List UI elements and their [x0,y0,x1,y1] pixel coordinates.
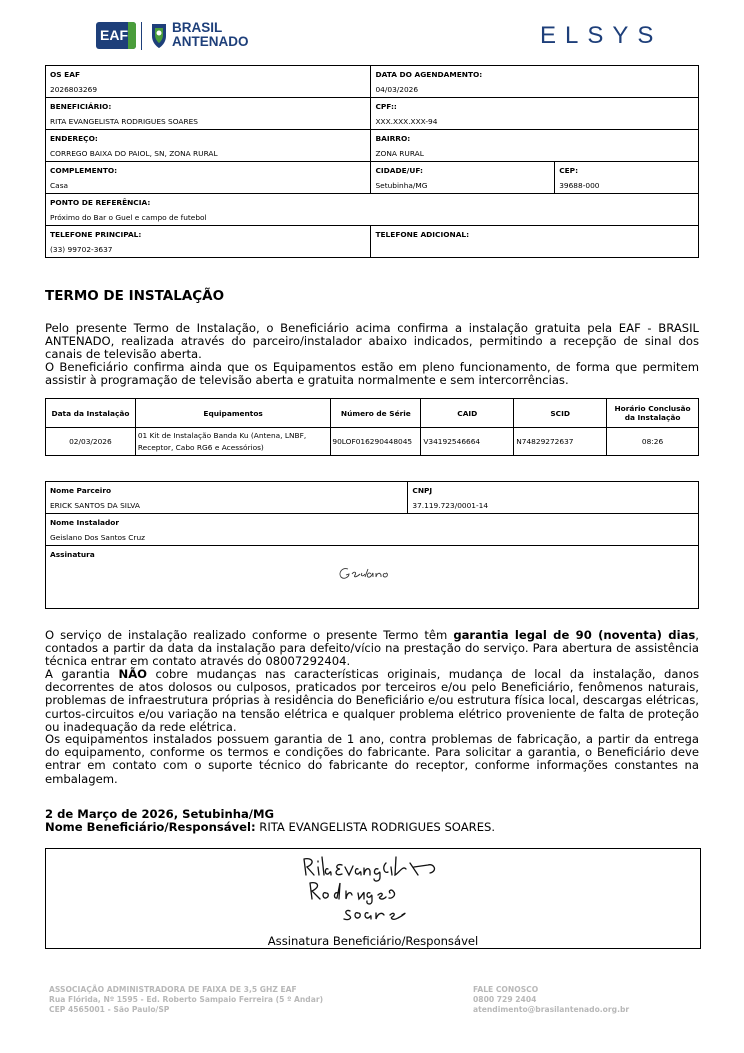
installer-value: Geislano Dos Santos Cruz [50,533,146,542]
address-value: CORREGO BAIXA DO PAIOL, SN, ZONA RURAL [50,149,218,158]
warranty-p2-bold: NÃO [118,667,148,681]
os-value: 2026803269 [50,85,98,94]
closing-name-line [45,821,495,834]
brasil-antenado-logo [148,21,258,51]
cep-label: CEP: [559,166,579,175]
eaf-logo-accent [128,22,136,49]
col-header-time: Horário Conclusão da Instalação [607,399,699,428]
warranty-p1-bold: garantia legal de 90 (noventa) dias [453,628,696,642]
col-header-scid: SCID [514,399,607,428]
reference-label: PONTO DE REFERÊNCIA: [50,198,151,207]
logo-divider [141,22,142,50]
os-cell [46,66,371,98]
phone-value: (33) 99702-3637 [50,245,113,254]
reference-cell [46,194,699,226]
footer-right [473,985,629,1015]
complement-cell [46,162,371,194]
footer-address: Rua Flórida, Nº 1595 - Ed. Roberto Sampaio Ferreira (5 º Andar) [49,995,324,1004]
date-cell [371,66,699,98]
os-label: OS EAF [50,70,80,79]
brasil-antenado-icon [148,22,170,50]
term-title: TERMO DE INSTALAÇÃO [45,288,225,304]
beneficiary-label: BENEFICIÁRIO: [50,102,112,111]
closing-name-label: Nome Beneficiário/Responsável: [45,820,256,834]
reference-value: Próximo do Bar o Guel e campo de futebol [50,213,207,222]
partner-cell [46,482,408,514]
partner-value: ERICK SANTOS DA SILVA [50,501,140,510]
city-cell [371,162,555,194]
table-row [46,428,699,456]
warranty-paragraph-2 [45,668,699,734]
cnpj-label: CNPJ [412,486,433,495]
cell-time: 08:26 [607,428,699,456]
phone-label: TELEFONE PRINCIPAL: [50,230,142,239]
closing-date-line: 2 de Março de 2026, Setubinha/MG [45,807,275,821]
installer-signature-cell [46,546,699,609]
city-value: Setubinha/MG [375,181,428,190]
brasil-logo-line1: BRASIL [172,20,223,35]
cell-scid: N74829272637 [514,428,607,456]
cnpj-cell [408,482,699,514]
complement-value: Casa [50,181,69,190]
address-label: ENDEREÇO: [50,134,98,143]
term-paragraph-2: O Beneficiário confirma ainda que os Equipamentos estão em pleno funcionamento, de forma que permitem assistir à programação de televisão aberta e gratuita normalmente e sem intercorrências. [45,360,699,388]
eaf-logo [96,22,136,49]
installer-label: Nome Instalador [50,518,120,527]
district-label: BAIRRO: [375,134,411,143]
footer-email[interactable]: atendimento@brasilantenado.org.br [473,1005,630,1014]
footer-left [49,985,323,1015]
col-header-caid: CAID [421,399,514,428]
city-label: CIDADE/UF: [375,166,423,175]
closing-name-value: RITA EVANGELISTA RODRIGUES SOARES. [255,820,496,834]
beneficiary-cell [46,98,371,130]
footer-contact-title: FALE CONOSCO [473,985,539,994]
brasil-logo-line2: ANTENADO [172,34,249,49]
signature-label: Assinatura [50,550,95,559]
partner-table [45,481,699,609]
footer-phone: 0800 729 2404 [473,995,537,1004]
elsys-logo: ELSYS [540,22,663,49]
schedule-date-value: 04/03/2026 [375,85,419,94]
district-value: ZONA RURAL [375,149,424,158]
beneficiary-signature-box [45,848,701,949]
partner-label: Nome Parceiro [50,486,112,495]
beneficiary-info-table [45,65,699,258]
cell-serial: 90LOF016290448045 [331,428,421,456]
signature-caption: Assinatura Beneficiário/Responsável [267,934,479,948]
phone2-cell [371,226,699,258]
footer-association: ASSOCIAÇÃO ADMINISTRADORA DE FAIXA DE 3,5 GHZ EAF [49,985,297,994]
eaf-logo-text: EAF [100,27,128,43]
warranty-p1-before: O serviço de instalação realizado conforme o presente Termo têm [45,628,454,642]
warranty-p1-after: , contados a partir da data da instalação para defeito/vício na prestação do serviço. Para abertura de assistência técnica entrar em contato através do 08007292404. [45,628,699,669]
beneficiary-value: RITA EVANGELISTA RODRIGUES SOARES [50,117,198,126]
equipment-table [45,398,699,456]
phone-cell [46,226,371,258]
col-header-serial: Número de Série [331,399,421,428]
warranty-p2-after: cobre mudanças nas características originais, mudança de local da instalação, danos decorrentes de atos dolosos ou culposos, praticados por terceiros e/ou pelo Beneficiário, fenômenos naturais, problemas de infraestrutura próprias à residência do Beneficiário e/ou estrutura física local, descargas elétricas, curtos-circuitos e/ou variação na tensão elétrica e qualquer problema elétrico proveniente de falta de proteção ou inadequação da rede elétrica. [45,667,699,734]
cep-value: 39688-000 [559,181,600,190]
cep-cell [555,162,699,194]
phone2-label: TELEFONE ADICIONAL: [375,230,470,239]
beneficiary-signature [298,855,468,927]
term-paragraph-1: Pelo presente Termo de Instalação, o Beneficiário acima confirma a instalação gratuita pela EAF - BRASIL ANTENADO, realizada através do parceiro/instalador abaixo indicados, permitindo a recepção de sinal dos canais de televisão aberta. [45,321,699,362]
cell-caid: V34192546664 [421,428,514,456]
footer-cep: CEP 4565001 - São Paulo/SP [49,1005,170,1014]
warranty-paragraph-1 [45,629,699,669]
warranty-p2-before: A garantia [45,667,119,681]
col-header-date: Data da Instalação [46,399,136,428]
address-cell [46,130,371,162]
installer-signature [336,563,416,583]
cell-equipment: 01 Kit de Instalação Banda Ku (Antena, LNBF, Receptor, Cabo RG6 e Acessórios) [135,428,331,456]
district-cell [371,130,699,162]
cpf-cell [371,98,699,130]
cell-date: 02/03/2026 [46,428,136,456]
cpf-value: XXX.XXX.XXX-94 [375,117,438,126]
cnpj-value: 37.119.723/0001-14 [412,501,489,510]
complement-label: COMPLEMENTO: [50,166,118,175]
cpf-label: CPF:: [375,102,397,111]
schedule-date-label: DATA DO AGENDAMENTO: [375,70,483,79]
warranty-paragraph-3: Os equipamentos instalados possuem garantia de 1 ano, contra problemas de fabricação, a partir da entrega do equipamento, conforme os termos e condições do fabricante. Para solicitar a garantia, o Beneficiário deve entrar em contato com o suporte técnico do fabricante do receptor, conforme informações constantes na embalagem. [45,732,699,786]
installer-cell [46,514,699,546]
equipment-header-row [46,399,699,428]
col-header-equipment: Equipamentos [135,399,331,428]
